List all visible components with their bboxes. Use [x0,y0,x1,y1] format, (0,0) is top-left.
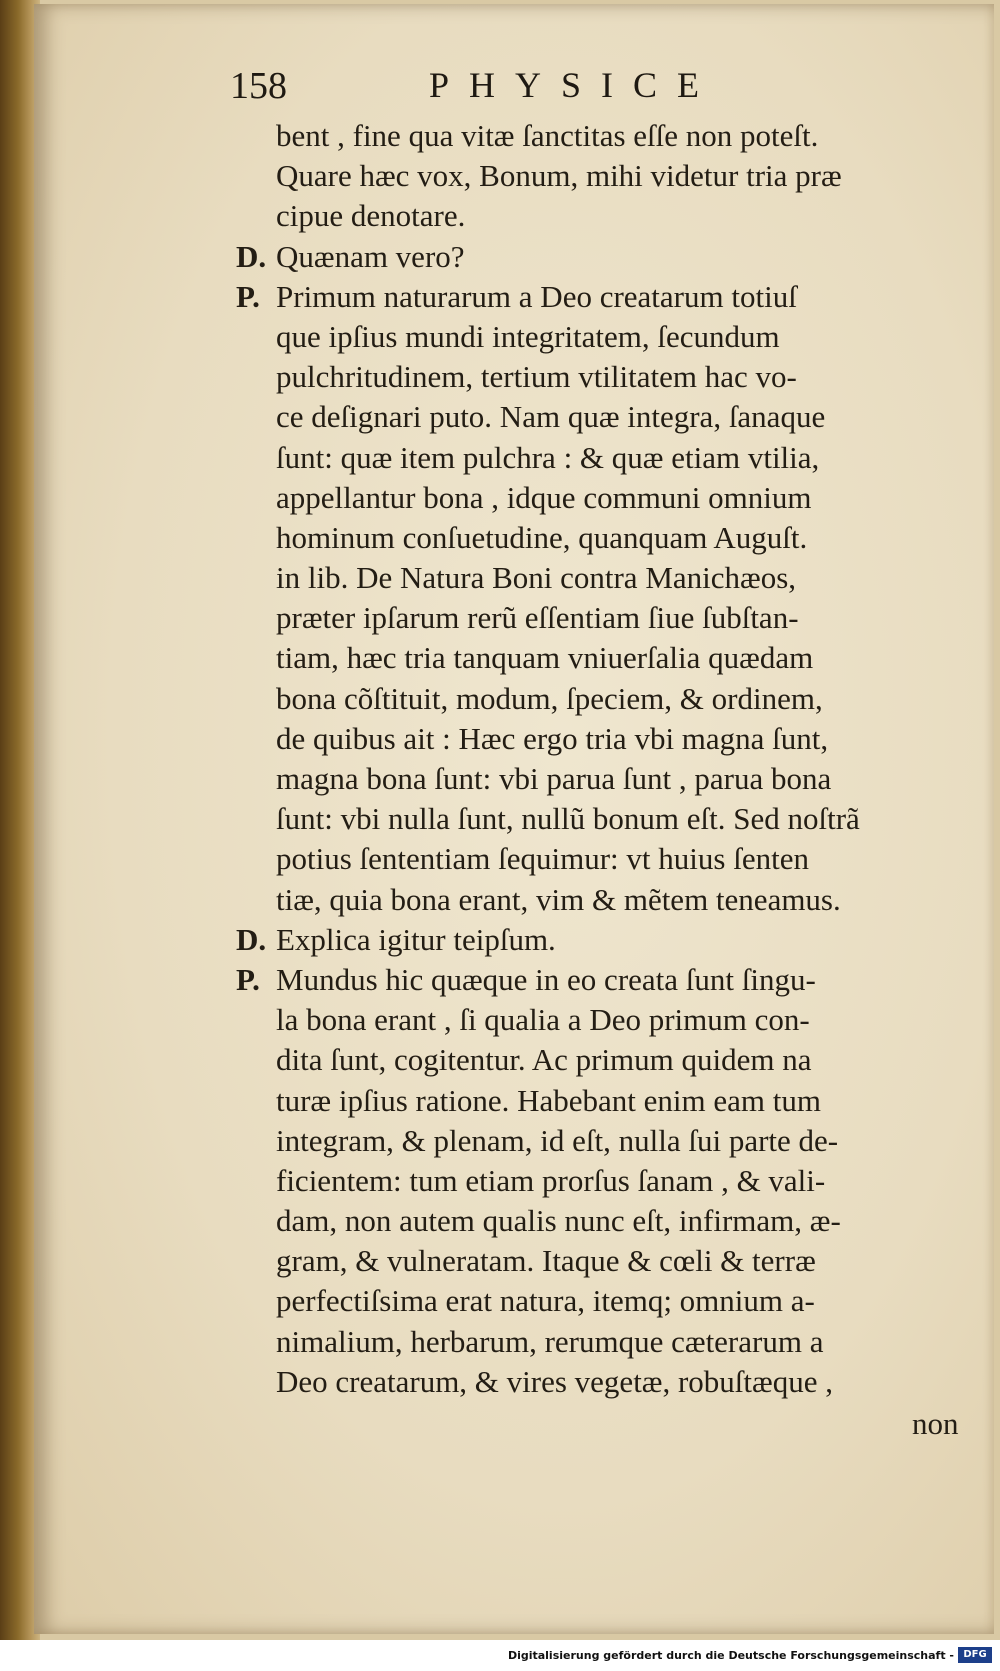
book-page [34,4,994,1634]
line-text: hominum conſuetudine, quanquam Auguſt. [276,519,808,555]
line-text: cipue denotare. [276,198,466,234]
line-text: bona cõſtituit, modum, ſpeciem, & ordinem, [276,680,823,716]
page-number: 158 [230,65,287,107]
text-line [249,598,949,638]
text-line [249,196,949,236]
line-text: appellantur bona , idque communi omnium [276,479,812,515]
text-line [249,478,949,518]
line-text: dita ſunt, cogitentur. Ac primum quidem na [276,1042,812,1078]
line-text: de quibus ait : Hæc ergo tria vbi magna ſunt, [276,720,829,756]
text-line [249,397,949,437]
line-text: potius ſententiam ſequimur: vt huius ſenten [276,841,809,877]
line-text: dam, non autem qualis nunc eſt, infirmam, æ- [276,1203,841,1239]
text-line [249,1000,949,1040]
text-line [249,116,949,156]
speaker-mark: P. [236,278,260,314]
text-line [249,518,949,558]
line-text: bent , fine qua vitæ ſanctitas eſſe non poteſt. [276,118,819,153]
speaker-line [236,920,949,960]
speaker-mark: P. [236,961,260,997]
line-text: tiæ, quia bona erant, vim & mẽtem teneamus. [276,881,841,917]
text-line [249,719,949,759]
line-text: ſunt: vbi nulla ſunt, nullũ bonum eſt. Sed noſtrã [276,801,860,837]
text-line [249,1040,949,1080]
text-line [249,1201,949,1241]
catchword: non [912,1406,959,1441]
footer-bar [0,1640,1000,1671]
line-text: pulchritudinem, tertium vtilitatem hac vo- [276,359,797,395]
speaker-line [236,237,949,277]
text-line [249,317,949,357]
text-line [249,1241,949,1281]
text-line [249,1322,949,1362]
page-header [34,64,994,114]
running-title: PHYSICE [429,65,720,105]
text-line [249,679,949,719]
text-line [249,558,949,598]
text-line [249,1161,949,1201]
line-text: gram, & vulneratam. Itaque & cœli & terræ [276,1243,816,1279]
line-text: tiam, hæc tria tanquam vniuerſalia quædam [276,640,814,676]
text-line [249,1281,949,1321]
text-line [249,156,949,196]
body-text [236,116,949,1402]
line-text: integram, & plenam, id eſt, nulla ſui parte de- [276,1122,839,1158]
line-text: Quænam vero? [276,238,465,274]
line-text: magna bona ſunt: vbi parua ſunt , parua bona [276,761,832,796]
line-text: præter ipſarum rerũ eſſentiam ſiue ſubſtan- [276,600,799,636]
text-line [249,799,949,839]
text-line [249,880,949,920]
line-text: ce deſignari puto. Nam quæ integra, ſanaque [276,399,826,435]
line-text: ſunt: quæ item pulchra : & quæ etiam vtilia, [276,439,820,475]
dfg-logo: DFG [958,1647,992,1663]
line-text: Deo creatarum, & vires vegetæ, robuſtæque , [276,1363,833,1399]
text-line [249,839,949,879]
text-line [249,1362,949,1402]
speaker-line [236,960,949,1000]
line-text: in lib. De Natura Boni contra Manichæos, [276,560,797,596]
text-line [249,357,949,397]
line-text: perfectiſsima erat natura, itemq; omnium a- [276,1283,815,1319]
line-text: Mundus hic quæque in eo creata ſunt ſingu- [276,961,816,997]
line-text: Quare hæc vox, Bonum, mihi videtur tria præ [276,158,842,194]
line-text: la bona erant , ſi qualia a Deo primum con- [276,1002,810,1038]
text-line [249,438,949,478]
line-text: Primum naturarum a Deo creatarum totiuſ [276,278,797,314]
speaker-mark: D. [236,238,267,274]
line-text: turæ ipſius ratione. Habebant enim eam tum [276,1082,821,1118]
speaker-line [236,277,949,317]
text-line [249,759,949,799]
line-text: Explica igitur teipſum. [276,921,556,957]
line-text: que ipſius mundi integritatem, ſecundum [276,318,780,354]
line-text: nimalium, herbarum, rerumque cæterarum a [276,1323,824,1359]
line-text: ficientem: tum etiam prorſus ſanam , & vali- [276,1162,826,1198]
text-line [249,638,949,678]
footer-credit: Digitalisierung gefördert durch die Deutsche Forschungsgemeinschaft - [507,1649,954,1662]
text-line [249,1081,949,1121]
speaker-mark: D. [236,921,267,957]
text-line [249,1121,949,1161]
